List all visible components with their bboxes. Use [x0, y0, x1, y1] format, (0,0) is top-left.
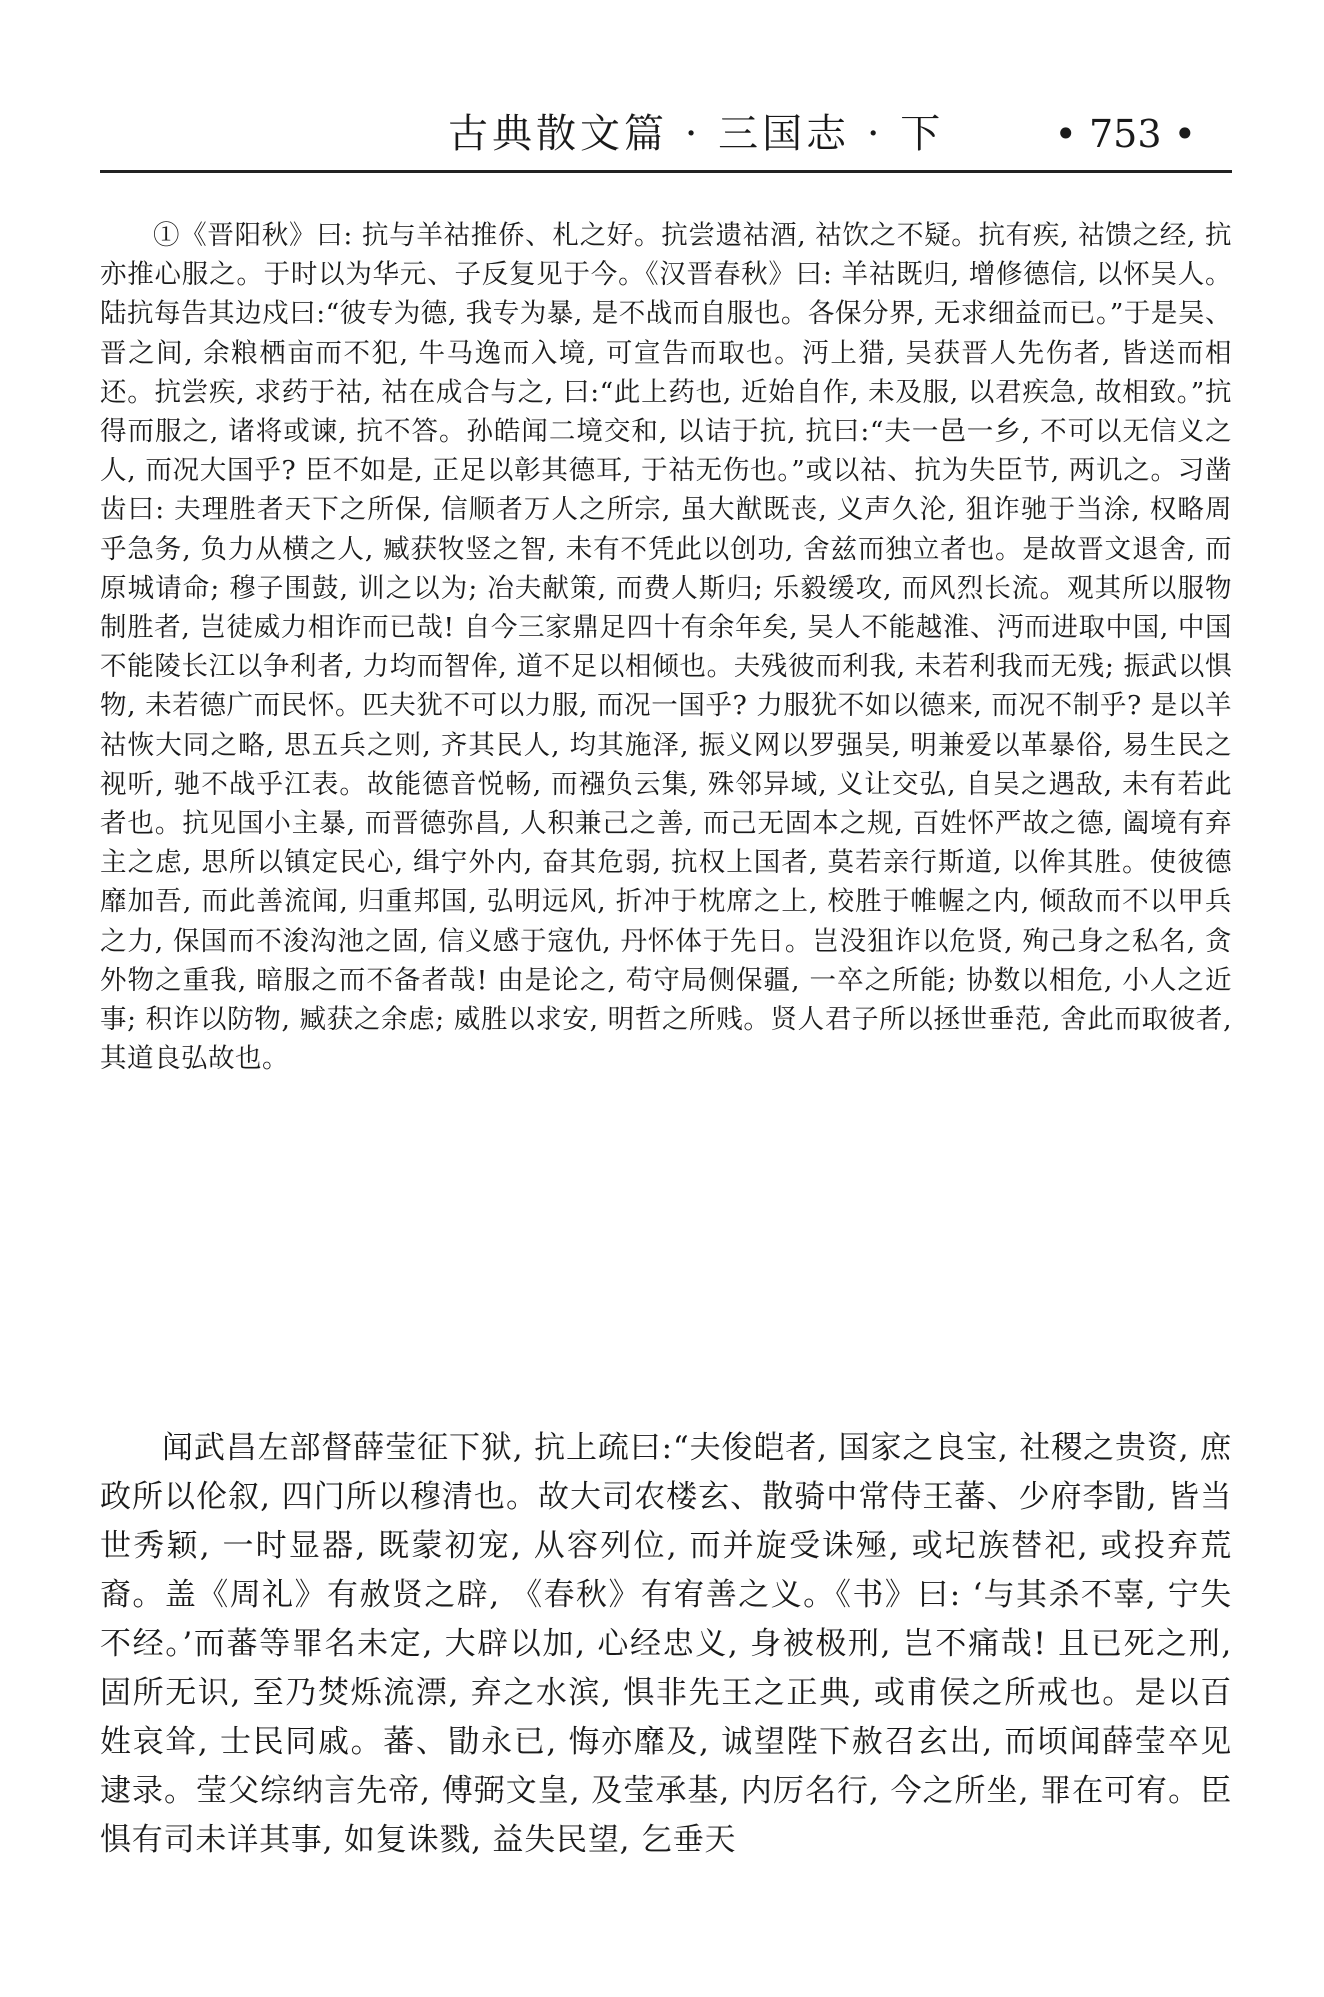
header-divider — [100, 170, 1232, 173]
main-paragraph: 闻武昌左部督薛莹征下狱, 抗上疏曰:“夫俊皑者, 国家之良宝, 社稷之贵资, 庶政所以伦叙, 四门所以穆清也。故大司农楼玄、散骑中常侍王蕃、少府李勖, 皆当世秀颖, 一时显器, 既蒙初宠, 从容列位, 而并旋受诛殛, 或圮族替祀, 或投弃荒裔。盖《周礼》有赦贤之辟, 《春秋》有宥善之义。《书》曰: ‘与其杀不辜, 宁失不经。’而蕃等罪名未定, 大辟以加, 心经忠义, 身被极刑, 岂不痛哉! 且已死之刑, 固所无识, 至乃焚烁流漂, 弃之水滨, 惧非先王之正典, 或甫侯之所戒也。是以百姓哀耸, 士民同戚。蕃、勖永已, 悔亦靡及, 诚望陛下赦召玄出, 而顷闻薛莹卒见逮录。莹父综纳言先帝, 傅弼文皇, 及莹承基, 内厉名行, 今之所坐, 罪在可宥。臣惧有司未详其事, 如复诛戮, 益失民望, 乞垂天 — [100, 1430, 1232, 1858]
footnote-text: ①《晋阳秋》曰: 抗与羊祜推侨、札之好。抗尝遗祜酒, 祜饮之不疑。抗有疾, 祜馈之经, 抗亦推心服之。于时以为华元、子反复见于今。《汉晋春秋》曰: 羊祜既归, 增修德信, 以怀吴人。陆抗每告其边戍曰:“彼专为德, 我专为暴, 是不战而自服也。各保分界, 无求细益而已。”于是吴、晋之间, 余粮栖亩而不犯, 牛马逸而入境, 可宣告而取也。沔上猎, 吴获晋人先伤者, 皆送而相还。抗尝疾, 求药于祜, 祜在成合与之, 曰:“此上药也, 近始自作, 未及服, 以君疾急, 故相致。”抗得而服之, 诸将或谏, 抗不答。孙皓闻二境交和, 以诘于抗, 抗曰:“夫一邑一乡, 不可以无信义之人, 而况大国乎? 臣不如是, 正足以彰其德耳, 于祜无伤也。”或以祜、抗为失臣节, 两讥之。习凿齿曰: 夫理胜者天下之所保, 信顺者万人之所宗, 虽大猷既丧, 义声久沦, 狙诈驰于当涂, 权略周乎急务, 负力从横之人, 臧获牧竖之智, 未有不凭此以创功, 舍兹而独立者也。是故晋文退舍, 而原城请命; 穆子围鼓, 训之以为; 冶夫献策, 而费人斯归; 乐毅缓攻, 而风烈长流。观其所以服物制胜者, 岂徒威力相诈而已哉! 自今三家鼎足四十有余年矣, 吴人不能越淮、沔而进取中国, 中国不能陵长江以争利者, 力均而智侔, 道不足以相倾也。夫残彼而利我, 未若利我而无残; 振武以惧物, 未若德广而民怀。匹夫犹不可以力服, 而况一国乎? 力服犹不如以德来, 而况不制乎? 是以羊祜恢大同之略, 思五兵之则, 齐其民人, 均其施泽, 振义网以罗强吴, 明兼爱以革暴俗, 易生民之视听, 驰不战乎江表。故能德音悦畅, 而襁负云集, 殊邻异域, 义让交弘, 自吴之遇敌, 未有若此者也。抗见国小主暴, 而晋德弥昌, 人积兼己之善, 而己无固本之规, 百姓怀严故之德, 阖境有弃主之虑, 思所以镇定民心, 缉宁外内, 奋其危弱, 抗权上国者, 莫若亲行斯道, 以侔其胜。使彼德靡加吾, 而此善流闻, 归重邦国, 弘明远风, 折冲于枕席之上, 校胜于帷幄之内, 倾敌而不以甲兵之力, 保国而不浚沟池之固, 信义感于寇仇, 丹怀体于先日。岂没狙诈以危贤, 殉己身之私名, 贪外物之重我, 暗服之而不备者哉! 由是论之, 苟守局侧保疆, 一卒之所能; 协数以相危, 小人之近事; 积诈以防物, 臧获之余虑; 威胜以求安, 明哲之所贱。贤人君子所以拯世垂范, 舍此而取彼者, 其道良弘故也。 — [100, 220, 1232, 1075]
header-title: 古典散文篇 · 三国志 · 下 — [448, 111, 945, 157]
page-number: • 753 • — [1054, 112, 1196, 156]
running-header — [100, 100, 1232, 160]
